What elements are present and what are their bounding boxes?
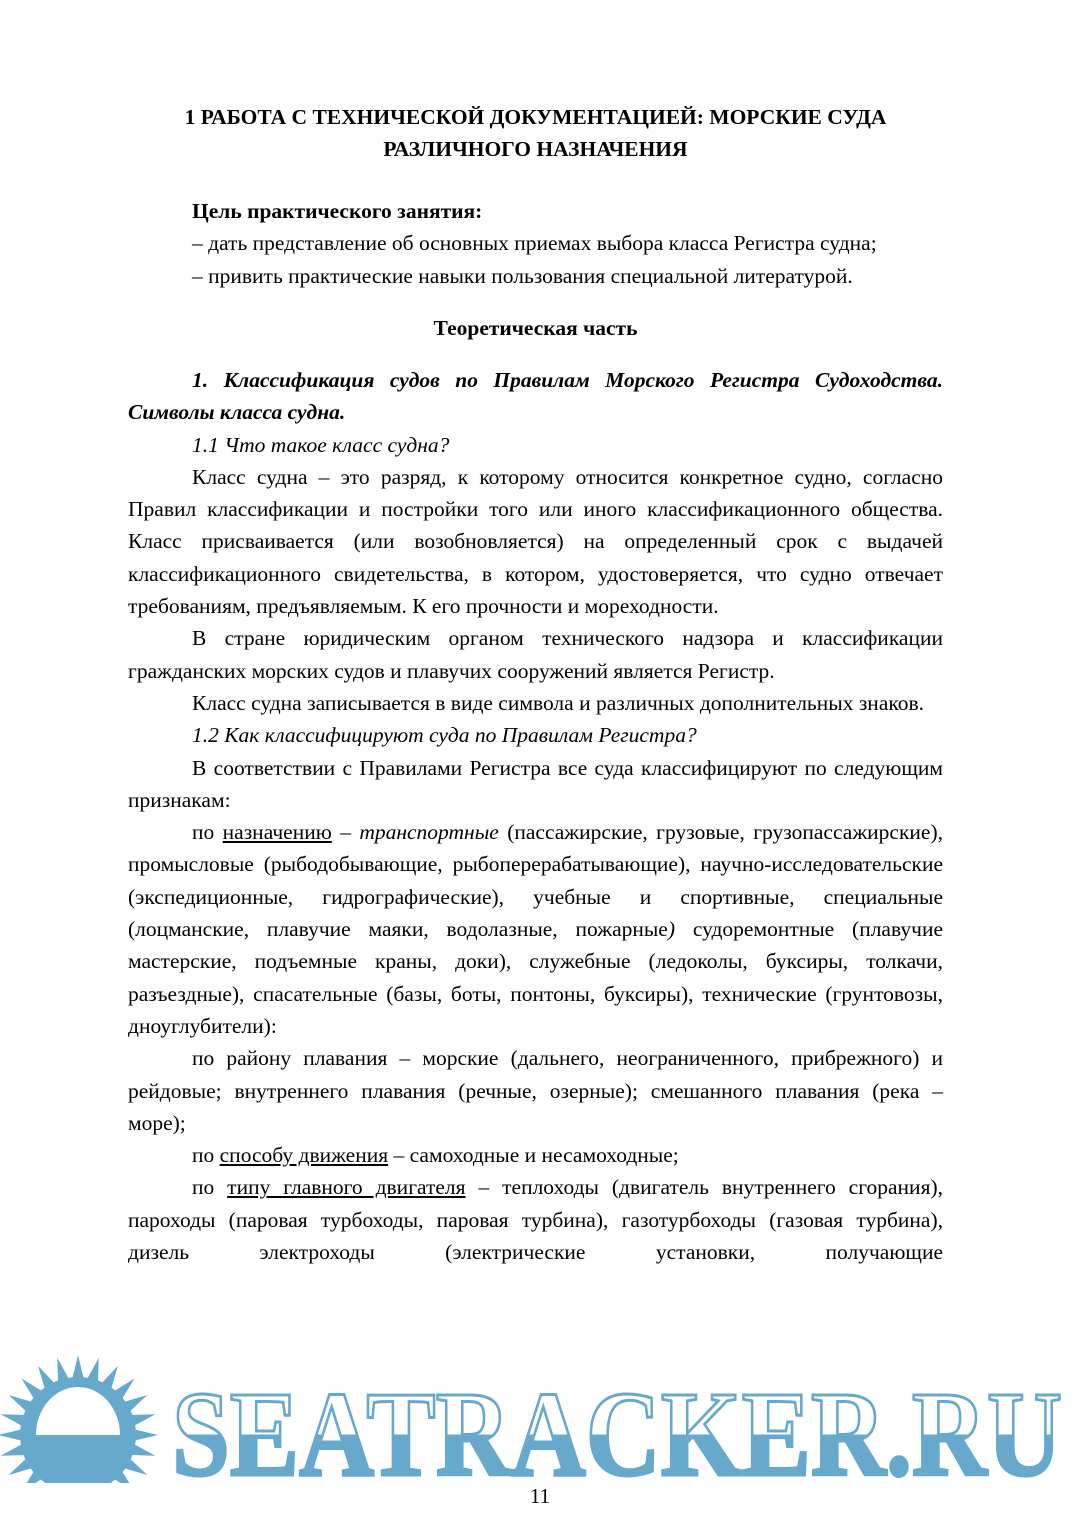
- text: –: [331, 820, 360, 845]
- question-heading: 1.1 Что такое класс судна?: [192, 432, 450, 457]
- chapter-title-line: 1 РАБОТА С ТЕХНИЧЕСКОЙ ДОКУМЕНТАЦИЕЙ: МОРСКИЕ СУДА: [184, 105, 887, 129]
- paragraph: по району плавания – морские (дальнего, неограниченного, прибрежного) и рейдовые; внутреннего плавания (речные, озерные); смешанного плавания (река – море);: [128, 1046, 943, 1135]
- paragraph: Класс судна – это разряд, к которому относится конкретное судно, согласно Правил классификации и постройки того или иного классификационного общества. Класс присваивается (или возобновляется) на определенный срок с выдачей классификационного свидетельства, в котором, удостоверяется, что судно отвечает требованиям, предъявляемым. К его прочности и мореходности.: [128, 464, 943, 619]
- text: по: [192, 1143, 220, 1168]
- paragraph: [128, 1139, 943, 1171]
- goal-heading: Цель практического занятия:: [192, 199, 483, 223]
- section-heading: 1. Классификация судов по Правилам Морского Регистра Судоходства. Символы класса судна.: [128, 368, 943, 425]
- watermark-logo: [0, 1355, 1080, 1483]
- goal-item: – дать представление об основных приемах выбора класса Регистра судна;: [192, 231, 877, 256]
- chapter-title: [128, 101, 943, 166]
- sun-icon: [0, 1355, 158, 1483]
- watermark-text: SEATRACKER.RU: [172, 1367, 1062, 1483]
- paragraph: В соответствии с Правилами Регистра все суда классифицируют по следующим признакам:: [128, 755, 943, 812]
- text: судоремонтные (плавучие мастерские, подъемные краны, доки), служебные (ледоколы, буксиры, толкачи, разъездные), спасательные (базы, боты, понтоны, буксиры), технические (грунтовозы, дноуглубители):: [128, 917, 943, 1038]
- text: – самоходные и несамоходные;: [388, 1143, 679, 1168]
- text: по: [192, 820, 223, 845]
- text: по: [192, 1175, 228, 1200]
- goal-item: – привить практические навыки пользования специальной литературой.: [192, 263, 853, 288]
- text: – теплоходы (двигатель внутреннего сгорания), пароходы (паровая турбоходы, паровая турбина), газотурбоходы (газовая турбина), дизель электроходы (электрические установки, получающие: [128, 1175, 943, 1265]
- text: ): [667, 917, 676, 942]
- theory-heading: Теоретическая часть: [433, 316, 638, 340]
- paragraph: [128, 816, 943, 1042]
- paragraph: [128, 1171, 943, 1268]
- goal-section: [128, 195, 943, 292]
- body-text: [128, 364, 943, 1268]
- page-number: 11: [529, 1484, 551, 1508]
- underlined-term: типу главного двигателя: [227, 1175, 466, 1200]
- italic-term: транспортные: [359, 820, 499, 845]
- chapter-title-line: РАЗЛИЧНОГО НАЗНАЧЕНИЯ: [383, 137, 688, 162]
- question-heading: 1.2 Как классифицируют суда по Правилам Регистра?: [192, 723, 697, 748]
- paragraph: В стране юридическим органом технического надзора и классификации гражданских морских судов и плавучих сооружений является Регистр.: [128, 626, 943, 683]
- underlined-term: способу движения: [219, 1143, 389, 1168]
- text: (пассажирские, грузовые, грузопассажирские), промысловые (рыбодобывающие, рыбоперерабатывающие), научно-исследовательские (экспедиционные, гидрографические), учебные и спортивные, специальные (лоцманские, плавучие маяки, водолазные, пожарные: [128, 820, 943, 942]
- paragraph: Класс судна записывается в виде символа и различных дополнительных знаков.: [192, 690, 924, 715]
- underlined-term: назначению: [222, 820, 332, 845]
